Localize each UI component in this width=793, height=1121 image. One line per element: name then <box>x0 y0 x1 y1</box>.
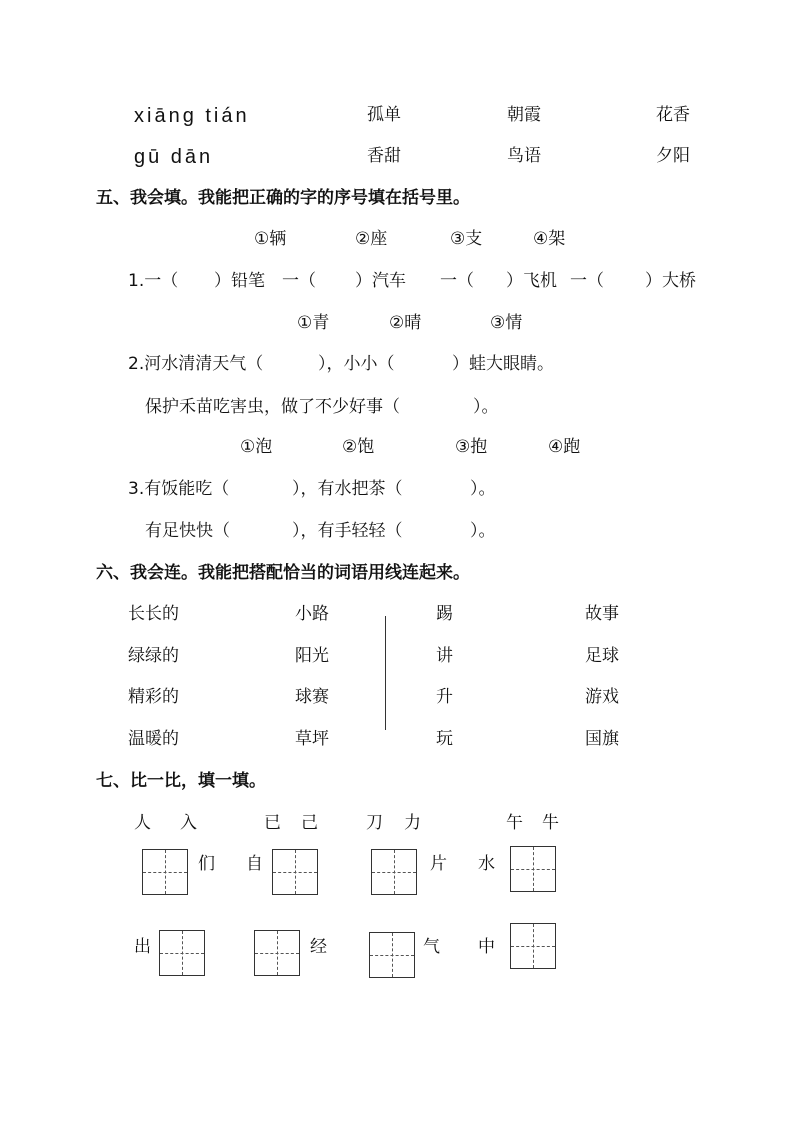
compare-char: 入 <box>180 813 197 833</box>
grid-label: 气 <box>423 937 440 957</box>
q3-option: ③抱 <box>455 437 488 457</box>
match-left-target: 草坪 <box>295 729 329 749</box>
match-left-word: 精彩的 <box>128 687 179 707</box>
grid-label: 片 <box>430 854 447 874</box>
compare-char: 己 <box>301 813 318 833</box>
writing-grid-box[interactable] <box>272 849 318 895</box>
q1-text: 1.一（ <box>128 271 179 291</box>
q1-text: 一（ <box>570 271 604 291</box>
q3-text: 3.有饭能吃（ <box>128 479 230 499</box>
q2-text: 保护禾苗吃害虫，做了不少好事（ <box>145 397 400 417</box>
word-item: 鸟语 <box>507 146 541 166</box>
grid-label: 水 <box>478 854 495 874</box>
section-5-title: 五、我会填。我能把正确的字的序号填在括号里。 <box>96 188 470 208</box>
q2-text: ），小小（ <box>318 354 395 374</box>
compare-char: 人 <box>134 813 151 833</box>
match-right-target: 故事 <box>585 604 619 624</box>
writing-grid-box[interactable] <box>254 930 300 976</box>
match-left-word: 绿绿的 <box>128 646 179 666</box>
grid-label: 中 <box>478 937 495 957</box>
q2-option: ②晴 <box>389 313 422 333</box>
match-right-word: 玩 <box>436 729 453 749</box>
grid-label: 经 <box>310 937 327 957</box>
q3-text: ），有水把茶（ <box>292 479 403 499</box>
pinyin-xiang-tian: xiāng tián <box>134 105 250 127</box>
q1-text: ）大桥 <box>645 271 696 291</box>
word-item: 朝霞 <box>507 105 541 125</box>
q1-text: ）汽车 <box>355 271 406 291</box>
q3-text: ）。 <box>470 521 496 541</box>
match-right-word: 踢 <box>436 604 453 624</box>
word-item: 花香 <box>656 105 690 125</box>
q3-option: ②饱 <box>342 437 375 457</box>
writing-grid-box[interactable] <box>159 930 205 976</box>
match-right-target: 国旗 <box>585 729 619 749</box>
word-item: 夕阳 <box>656 146 690 166</box>
writing-grid-box[interactable] <box>510 846 556 892</box>
q1-option: ④架 <box>533 229 566 249</box>
pinyin-gu-dan: gū dān <box>134 146 214 168</box>
column-divider <box>385 616 386 730</box>
q1-text: ）铅笔 <box>214 271 265 291</box>
grid-label: 们 <box>198 854 215 874</box>
q1-text: ）飞机 <box>506 271 557 291</box>
q2-text: ）蛙大眼睛。 <box>452 354 554 374</box>
q1-option: ③支 <box>450 229 483 249</box>
compare-char: 刀 <box>366 813 383 833</box>
section-6-title: 六、我会连。我能把搭配恰当的词语用线连起来。 <box>96 563 470 583</box>
q3-option: ④跑 <box>548 437 581 457</box>
q3-text: ）。 <box>470 479 496 499</box>
match-right-target: 游戏 <box>585 687 619 707</box>
q2-option: ①青 <box>297 313 330 333</box>
writing-grid-box[interactable] <box>371 849 417 895</box>
match-right-word: 升 <box>436 687 453 707</box>
compare-char: 牛 <box>542 813 559 833</box>
q3-option: ①泡 <box>240 437 273 457</box>
section-7-title: 七、比一比，填一填。 <box>96 771 266 791</box>
word-item: 香甜 <box>367 146 401 166</box>
word-item: 孤单 <box>367 105 401 125</box>
match-right-target: 足球 <box>585 646 619 666</box>
writing-grid-box[interactable] <box>510 923 556 969</box>
grid-label: 自 <box>246 854 263 874</box>
q2-text: ）。 <box>473 397 499 417</box>
writing-grid-box[interactable] <box>369 932 415 978</box>
match-right-word: 讲 <box>436 646 453 666</box>
q1-text: 一（ <box>440 271 474 291</box>
q3-text: 有足快快（ <box>145 521 230 541</box>
q1-option: ①辆 <box>254 229 287 249</box>
writing-grid-box[interactable] <box>142 849 188 895</box>
match-left-target: 球赛 <box>295 687 329 707</box>
compare-char: 已 <box>264 813 281 833</box>
match-left-target: 阳光 <box>295 646 329 666</box>
q2-option: ③情 <box>490 313 523 333</box>
q1-option: ②座 <box>355 229 388 249</box>
q3-text: ），有手轻轻（ <box>292 521 403 541</box>
compare-char: 午 <box>506 813 523 833</box>
q2-text: 2.河水清清天气（ <box>128 354 264 374</box>
grid-label: 出 <box>134 937 151 957</box>
match-left-target: 小路 <box>295 604 329 624</box>
q1-text: 一（ <box>282 271 316 291</box>
match-left-word: 温暖的 <box>128 729 179 749</box>
compare-char: 力 <box>404 813 421 833</box>
match-left-word: 长长的 <box>128 604 179 624</box>
